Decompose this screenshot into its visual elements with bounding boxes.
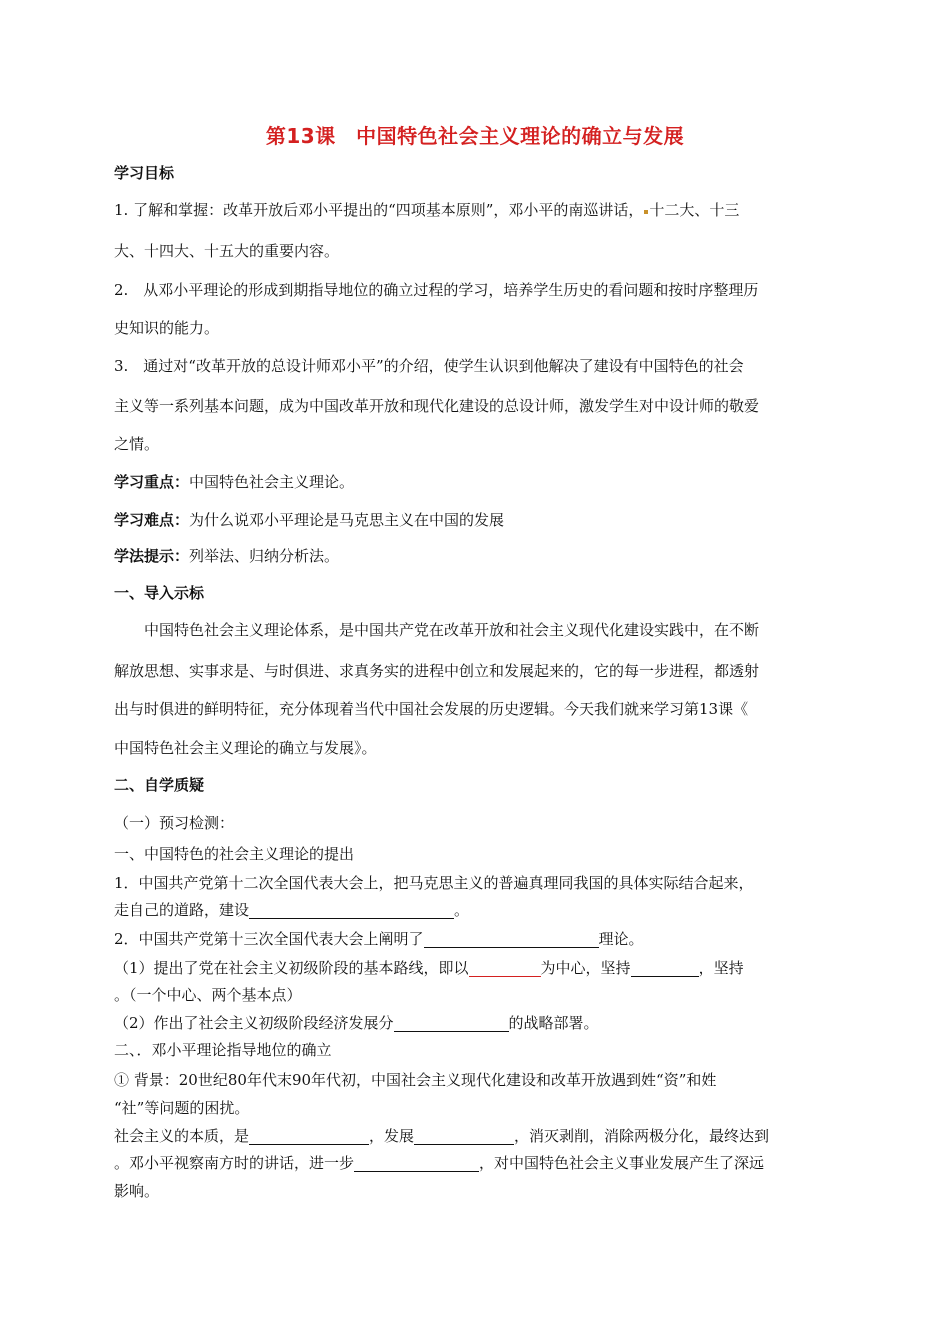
goal-1-line-1 xyxy=(114,200,844,220)
background-line-1: ① 背景：20世纪80年代末90年代初，中国社会主义现代化建设和改革开放遇到姓“资”和姓 xyxy=(114,1071,717,1089)
goal-3-line-1: 3. 通过对“改革开放的总设计师邓小平”的介绍，使学生认识到他解决了建设有中国特色的社会 xyxy=(114,357,744,375)
essence-line-1 xyxy=(114,1126,844,1146)
answer-blank-red[interactable] xyxy=(469,960,541,977)
intro-para-line-3: 出与时俱进的鲜明特征，充分体现着当代中国社会发展的历史逻辑。今天我们就来学习第13课《 xyxy=(114,700,749,718)
question-3-line-2: 。（一个中心、两个基本点） xyxy=(114,986,302,1004)
background-line-2: “社”等问题的困扰。 xyxy=(114,1099,250,1117)
goals-heading: 学习目标 xyxy=(114,164,175,182)
question-3-text-mid: 为中心，坚持 xyxy=(540,959,631,977)
answer-blank[interactable] xyxy=(424,931,599,948)
question-3-text: （1）提出了党在社会主义初级阶段的基本路线，即以 xyxy=(114,959,469,977)
intro-para-line-1: 中国特色社会主义理论体系，是中国共产党在改革开放和社会主义现代化建设实践中，在不断 xyxy=(144,621,760,639)
essence-text: 社会主义的本质，是 xyxy=(114,1127,250,1145)
question-3-line-1 xyxy=(114,958,844,978)
difficulty-text: 为什么说邓小平理论是马克思主义在中国的发展 xyxy=(189,511,505,529)
preview-check-subheading: （一）预习检测： xyxy=(114,814,235,832)
section-1-heading: 一、中国特色的社会主义理论的提出 xyxy=(114,845,355,863)
question-2-line xyxy=(114,929,844,949)
difficulty-label: 学习难点： xyxy=(114,511,190,529)
question-1-line-2 xyxy=(114,900,844,920)
goal-2-line-2: 史知识的能力。 xyxy=(114,319,220,337)
goal-1-text: 1. 了解和掌握：改革开放后邓小平提出的“四项基本原则”，邓小平的南巡讲话， xyxy=(114,201,644,219)
section-2-heading: 二、．邓小平理论指导地位的确立 xyxy=(114,1041,332,1059)
intro-heading: 一、导入示标 xyxy=(114,584,205,602)
focus-label: 学习重点： xyxy=(114,473,190,491)
focus-text: 中国特色社会主义理论。 xyxy=(189,473,355,491)
method-line xyxy=(114,546,844,566)
southern-tour-text-end: ，对中国特色社会主义事业发展产生了深远 xyxy=(479,1154,765,1172)
goal-3-line-2: 主义等一系列基本问题，成为中国改革开放和现代化建设的总设计师，激发学生对中设计师的敬爱 xyxy=(114,397,760,415)
page-title: 第13课 中国特色社会主义理论的确立与发展 xyxy=(265,124,685,148)
goal-3-line-3: 之情。 xyxy=(114,435,160,453)
answer-blank[interactable] xyxy=(354,1155,479,1172)
question-4-end: 的战略部署。 xyxy=(508,1014,599,1032)
essence-line-3: 影响。 xyxy=(114,1182,160,1200)
answer-blank[interactable] xyxy=(414,1128,514,1145)
question-4-line xyxy=(114,1013,844,1033)
goal-2-line-1: 2. 从邓小平理论的形成到期指导地位的确立过程的学习，培养学生历史的看问题和按时序整理历 xyxy=(114,281,759,299)
question-2-text: 2．中国共产党第十三次全国代表大会上阐明了 xyxy=(114,930,424,948)
answer-blank[interactable] xyxy=(249,1128,369,1145)
question-1-text: 走自己的道路，建设 xyxy=(114,901,250,919)
question-2-end: 理论。 xyxy=(598,930,644,948)
question-4-text: （2）作出了社会主义初级阶段经济发展分 xyxy=(114,1014,394,1032)
answer-blank[interactable] xyxy=(394,1015,509,1032)
intro-para-line-2: 解放思想、实事求是、与时俱进、求真务实的进程中创立和发展起来的，它的每一步进程，都透射 xyxy=(114,662,760,680)
goal-1-text-cont: 十二大、十三 xyxy=(649,201,740,219)
question-3-text-end: ，坚持 xyxy=(698,959,744,977)
goal-1-line-2: 大、十四大、十五大的重要内容。 xyxy=(114,242,340,260)
method-text: 列举法、归纳分析法。 xyxy=(189,547,340,565)
southern-tour-text: 。邓小平视察南方时的讲话，进一步 xyxy=(114,1154,355,1172)
answer-blank[interactable] xyxy=(631,960,699,977)
difficulty-line xyxy=(114,510,844,530)
essence-text-end: ，消灭剥削，消除两极分化，最终达到 xyxy=(514,1127,770,1145)
answer-blank[interactable] xyxy=(249,902,454,919)
marker-dot xyxy=(644,210,648,214)
focus-line xyxy=(114,472,844,492)
method-label: 学法提示： xyxy=(114,547,190,565)
intro-para-line-4: 中国特色社会主义理论的确立与发展》。 xyxy=(114,739,377,757)
essence-text-mid: ，发展 xyxy=(369,1127,415,1145)
selfstudy-heading: 二、自学质疑 xyxy=(114,776,205,794)
essence-line-2 xyxy=(114,1153,844,1173)
question-1-end: 。 xyxy=(454,901,470,919)
question-1-line-1: 1．中国共产党第十二次全国代表大会上，把马克思主义的普遍真理同我国的具体实际结合起来， xyxy=(114,874,754,892)
